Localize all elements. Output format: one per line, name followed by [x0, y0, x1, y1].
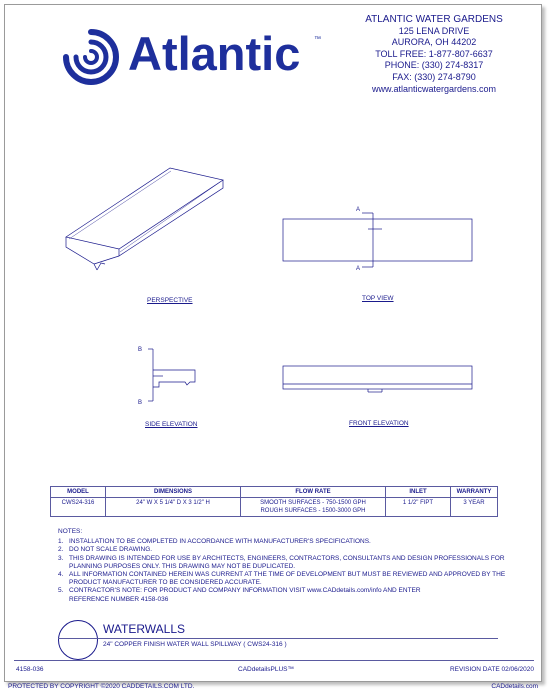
cell-inlet: 1 1/2" FIPT: [386, 498, 451, 517]
side-elevation-caption: SIDE ELEVATION: [145, 421, 198, 428]
note-number: 4.: [58, 571, 64, 579]
note-item: [58, 555, 508, 571]
note-item: [58, 587, 508, 595]
perspective-drawing: [60, 160, 240, 280]
cell-flow-rate: [241, 498, 386, 517]
swirl-logo-icon: [62, 28, 120, 86]
spec-row: [51, 498, 498, 517]
note-number: 3.: [58, 554, 64, 562]
header-warranty: WARRANTY: [451, 487, 498, 498]
copyright-text: PROTECTED BY COPYRIGHT ©2020 CADDETAILS.COM LTD.: [8, 683, 195, 690]
product-description: 24" COPPER FINISH WATER WALL SPILLWAY ( CWS24-316 ): [103, 641, 287, 648]
cell-model: CWS24-316: [51, 498, 106, 517]
caddetails-link[interactable]: CADdetails.com: [491, 683, 538, 690]
perspective-caption: PERSPECTIVE: [147, 297, 193, 304]
note-text: INSTALLATION TO BE COMPLETED IN ACCORDANCE WITH MANUFACTURER'S SPECIFICATIONS.: [69, 538, 371, 546]
header-dimensions: DIMENSIONS: [106, 487, 241, 498]
company-info: [324, 14, 544, 95]
header-inlet: INLET: [386, 487, 451, 498]
flow-rate-rough: ROUGH SURFACES - 1500-3000 GPH: [260, 508, 366, 514]
reference-number: REFERENCE NUMBER 4158-036: [69, 595, 169, 603]
footer-ref: 4158-036: [16, 666, 44, 673]
header-flow-rate: FLOW RATE: [241, 487, 386, 498]
company-street: 125 LENA DRIVE: [398, 25, 470, 36]
company-toll-free: TOLL FREE: 1-877-807-6637: [375, 48, 493, 59]
header-model: MODEL: [51, 487, 106, 498]
footer-revision: REVISION DATE 02/06/2020: [449, 666, 534, 673]
note-text: ALL INFORMATION CONTAINED HEREIN WAS CURRENT AT THE TIME OF DEVELOPMENT BUT MUST BE REVIEWED AND APPROVED BY THE PRODUCT MANUFACTURER TO BE CONSIDERED ACCURATE.: [69, 571, 506, 587]
notes-title: NOTES:: [58, 528, 83, 535]
note-item: [58, 571, 508, 587]
atlantic-logo: [62, 26, 332, 86]
front-elevation-drawing: [278, 360, 478, 400]
spec-table: [50, 486, 498, 517]
spec-header-row: [51, 487, 498, 498]
section-mark-bottom: A: [356, 266, 361, 272]
section-mark-top: A: [356, 207, 361, 213]
side-mark-bottom: B: [138, 400, 143, 406]
note-number: 5.: [58, 587, 64, 595]
section-title: WATERWALLS: [103, 622, 186, 636]
note-number: 2.: [58, 546, 64, 554]
footer-center: CADdetailsPLUS™: [238, 666, 294, 673]
company-website[interactable]: www.atlanticwatergardens.com: [371, 83, 497, 94]
company-fax: FAX: (330) 274-8790: [392, 71, 476, 82]
note-text: THIS DRAWING IS INTENDED FOR USE BY ARCHITECTS, ENGINEERS, CONTRACTORS, CONSULTANTS AND DESIGN PROFESSIONALS FOR PLANNING PURPOSES ONLY. THIS DRAWING MAY NOT BE DUPLICATED.: [69, 554, 505, 570]
notes-section: [58, 528, 508, 604]
company-city: AURORA, OH 44202: [391, 37, 477, 48]
company-phone: PHONE: (330) 274-8317: [384, 60, 484, 71]
top-view-caption: TOP VIEW: [362, 295, 394, 302]
footer-divider: [14, 660, 534, 661]
note-text: CONTRACTOR'S NOTE: FOR PRODUCT AND COMPANY INFORMATION VISIT www.CADdetails.com/info AND ENTER: [69, 587, 421, 595]
cell-dimensions: 24" W X 5 1/4" D X 3 1/2" H: [106, 498, 241, 517]
trademark-symbol: ™: [314, 36, 321, 43]
front-elevation-caption: FRONT ELEVATION: [349, 420, 409, 427]
note-item: [58, 546, 508, 554]
title-divider: [58, 638, 498, 639]
flow-rate-smooth: SMOOTH SURFACES - 750-1500 GPH: [260, 500, 366, 506]
note-text: DO NOT SCALE DRAWING.: [69, 546, 153, 554]
note-item: [58, 538, 508, 546]
side-elevation-drawing: [135, 345, 205, 410]
top-view-drawing: [278, 205, 478, 275]
title-circle: [58, 620, 98, 660]
side-mark-top: B: [138, 347, 143, 353]
brand-wordmark: Atlantic: [128, 27, 301, 80]
note-number: 1.: [58, 538, 64, 546]
cell-warranty: 3 YEAR: [451, 498, 498, 517]
company-name: ATLANTIC WATER GARDENS: [365, 14, 503, 25]
